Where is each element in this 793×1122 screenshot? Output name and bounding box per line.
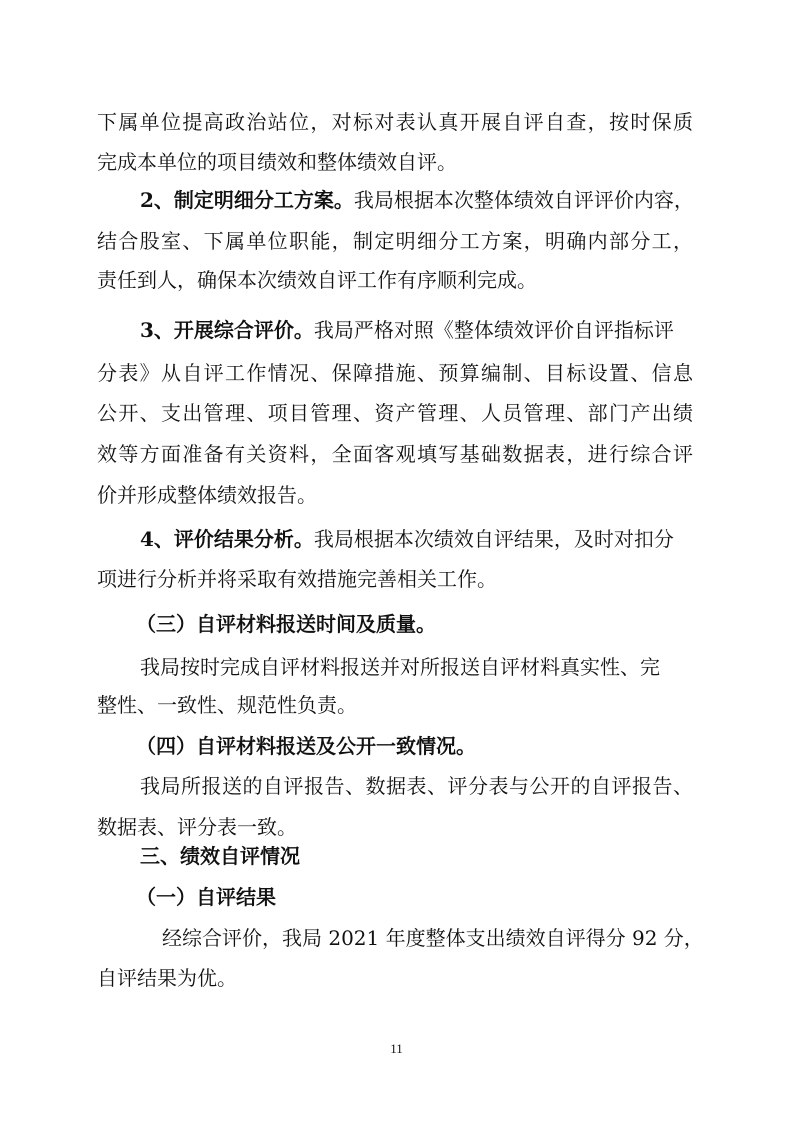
body-text-line: 数据表、评分表一致。 bbox=[97, 815, 297, 839]
body-text-line: 下属单位提高政治站位，对标对表认真开展自评自查，按时保质 bbox=[97, 110, 693, 134]
body-text-line: 责任到人，确保本次绩效自评工作有序顺利完成。 bbox=[97, 268, 537, 292]
item-heading: 4、评价结果分析。 bbox=[140, 527, 314, 551]
section-heading: （四）自评材料报送及公开一致情况。 bbox=[136, 734, 476, 758]
item-heading: 3、开展综合评价。 bbox=[140, 318, 314, 342]
body-text-line: 分表》从自评工作情况、保障措施、预算编制、目标设置、信息 bbox=[97, 361, 693, 385]
item-heading: 2、制定明细分工方案。 bbox=[140, 188, 354, 212]
body-text-line: 公开、支出管理、项目管理、资产管理、人员管理、部门产出绩 bbox=[97, 401, 693, 425]
body-text-line: 经综合评价，我局 2021 年度整体支出绩效自评得分 92 分， bbox=[162, 926, 704, 950]
body-text-line: 我局所报送的自评报告、数据表、评分表与公开的自评报告、 bbox=[140, 774, 693, 798]
body-text-line: 我局按时完成自评材料报送并对所报送自评材料真实性、完 bbox=[140, 655, 660, 679]
paragraph-line bbox=[140, 527, 674, 551]
body-text-line: 自评结果为优。 bbox=[97, 966, 237, 990]
body-text-line: 整性、一致性、规范性负责。 bbox=[97, 693, 357, 717]
body-text-line: 项进行分析并将采取有效措施完善相关工作。 bbox=[97, 567, 497, 591]
section-heading: （三）自评材料报送时间及质量。 bbox=[136, 612, 436, 636]
subsection-heading: （一）自评结果 bbox=[136, 885, 276, 909]
body-text: 我局根据本次整体绩效自评评价内容， bbox=[353, 188, 694, 212]
paragraph-line bbox=[140, 188, 694, 212]
chapter-heading: 三、绩效自评情况 bbox=[140, 844, 300, 868]
paragraph-line bbox=[140, 318, 674, 342]
body-text: 我局严格对照《整体绩效评价自评指标评 bbox=[313, 318, 674, 342]
body-text-line: 完成本单位的项目绩效和整体绩效自评。 bbox=[97, 150, 457, 174]
page-number: 11 bbox=[390, 1041, 403, 1056]
body-text-line: 结合股室、下属单位职能，制定明细分工方案，明确内部分工， bbox=[97, 229, 693, 253]
body-text-line: 价并形成整体绩效报告。 bbox=[97, 483, 317, 507]
body-text-line: 效等方面准备有关资料，全面客观填写基础数据表，进行综合评 bbox=[97, 442, 693, 466]
body-text: 我局根据本次绩效自评结果，及时对扣分 bbox=[313, 527, 674, 551]
